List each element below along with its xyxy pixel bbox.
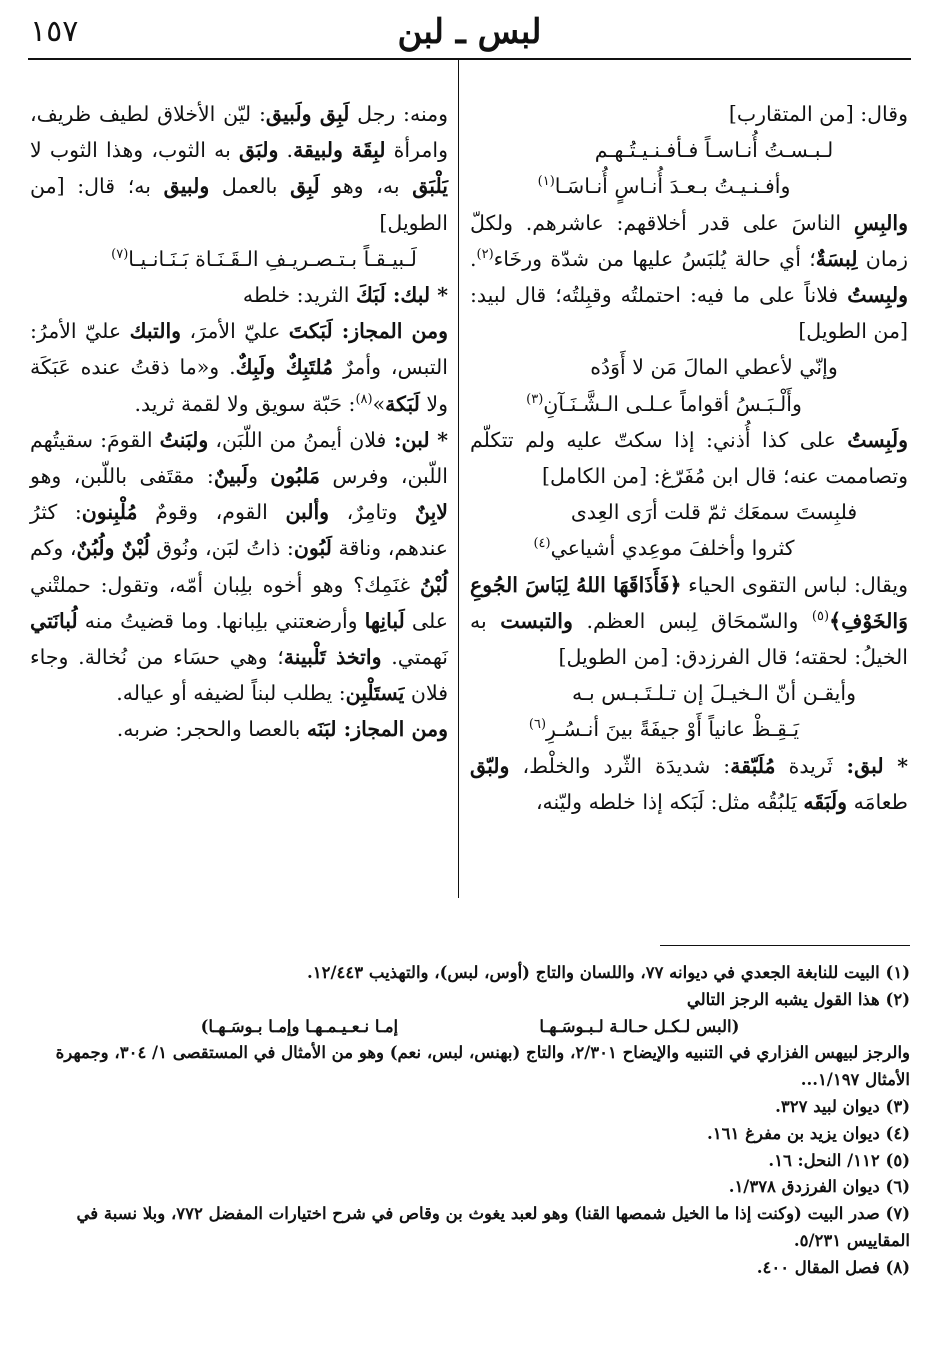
footnote-ref: (٦) [528,717,547,733]
footnote: (١) البيت للنابغة الجعدي في ديوانه ٧٧، واللسان والتاج (أوس، لبس)، والتهذيب ١٢/٤٤٣. [307,963,910,982]
verse-line [470,168,908,204]
text-run: . [278,138,294,163]
bold-term: مَلبُون [270,464,320,489]
text-run: ثَريدة [775,753,833,778]
paragraph [30,96,448,241]
footnote: (٨) فصل المقال ٤٠٠. [756,1257,910,1277]
bold-term: لبِقَة ولبيقة [293,138,386,163]
footnote-ref: (٥) [811,609,830,625]
footnote-ref: (٧) [111,246,129,262]
text-run: : كثرُ عندهم، وناقة [30,500,448,561]
footnote-ref: (٢) [476,246,494,262]
bold-term: مُلتَبِكٌ ولَبِكٌ [235,355,334,380]
text-run: لـبـسـتُ أُنـاسـاً فـأفـنـيـتُـهـم [594,138,834,163]
right-column [470,96,908,820]
text-run: طعامَه [847,789,908,814]
bold-term: واتخذ تَلْبينة [283,645,382,670]
text-run: عليّ الأمرَ، [181,319,289,344]
text-run: : يطلب لبناً لضيفه أو عياله. [116,681,346,706]
text-run: يَـقِـظْ عانياً أَوْ جيفَةً بينَ أنـسُـرِ [546,717,800,742]
column-divider [458,60,459,898]
paragraph [30,422,448,712]
text-run: : ذاتُ لبَن، ونُوق [149,536,294,561]
text-run: بالعمل [209,174,291,199]
footnote: (٧) صدر البيت (وكنت إذا ما الخيل شمصها القنا) وهو لعبد يغوث بن وقاص في شرح اختيارات المفضل ٧٧٢، وبلا نسبة في المقاييس ٥/٢٣١. [76,1204,910,1250]
text-run: يَلبُقُه مثل: لَبَكه إذا خلطه وليّنه، [535,789,804,814]
text-run: به، وهو [319,174,413,199]
text-run: لَـبيـقـاً بـتـصـريـفِ الـقَـنَـاة بَـنَـانـيـا [128,246,417,271]
text-run: . و«ما ذقتُ عنده عَبَكَة ولا [30,355,448,416]
text-run: على كذا أُذني: إذا سكتّ عليه ولم تتكلّم وتصاممت عنه؛ قال ابن مُفَرّغ: [من الكامل] [470,427,908,489]
footnote-ref: (١) [537,174,555,190]
footnote: (٢) هذا القول يشبه الرجز التالي [686,989,910,1009]
bold-term: والتبك [129,319,182,344]
text-run: به الخيلُ: لحقته؛ قال الفرزدق: [من الطويل] [470,608,908,670]
verse-line [470,675,908,711]
bold-term: * لبق: [832,753,908,778]
bold-term: لَبَكَ [356,283,386,308]
text-run: . [470,246,477,271]
paragraph [30,711,448,747]
paragraph [470,96,908,132]
footnote-verse [30,1014,910,1041]
bold-term: مُلْبِنون [81,500,138,525]
footnote-verse-hemistich: إمـا نـعـيـمـهـا وإمـا بـوسَـهـا) [200,1016,399,1036]
bold-term: لَبَكتَ [288,319,333,344]
text-run: القومَ: سقيتُهم اللّبن، وفرس [30,427,448,489]
text-run: وأيقـن أنّ الـخيـلَ إن تـلـتَـبـس بـه [572,681,856,706]
verse-line [470,349,908,385]
text-run: وأرضعتني بلِبانها. وما قضيتُ منه [77,608,365,633]
footnote: (٣) ديوان لبيد ٣٢٧. [775,1096,910,1116]
bold-term: لِبسَةٌ [815,246,858,271]
text-run: فلان أيمنُ من اللّبَن، [208,427,387,452]
bold-term: لَبِق ولَبيق [265,102,350,126]
footnote: (٤) ديوان يزيد بن مفرغ ١٦١. [707,1123,910,1143]
text-run: نَهمتي. [381,645,448,670]
paragraph [470,205,908,350]
bold-term: لبَنَه [306,717,337,742]
bold-term: ولبَنتُ [159,427,209,452]
text-run: القوم، وقومٌ [137,500,286,525]
footnote: والرجز لبيهس الفزاري في التنبيه والإيضاح ٢/٣٠١، والتاج (بهنس، لبس، نعم) وهو من الأمثال في المستقصى ١/ ٣٠٤، وجمهرة الأمثال ١/١٩٧... [55,1043,910,1090]
footnote-ref: (٤) [533,536,551,552]
footnote: (٦) ديوان الفرزدق ١/٣٧٨. [728,1177,910,1197]
bold-term: لابِنٌ [414,500,448,525]
left-column [30,96,448,748]
bold-term: لُبْنُ [419,572,448,597]
paragraph [470,748,908,820]
bold-term: يَلْبَق [412,174,448,199]
bold-term: ولَبِستُ [847,427,908,452]
bold-term: يَستَلْبِن [345,681,405,706]
verse-line [470,386,908,422]
text-run: ، وكم [30,536,77,561]
running-head: لبس ـ لبن [397,12,542,52]
text-run: : ليّن الأخلاق لطيف ظريف، وامرأة [30,102,448,163]
verse-line [470,132,908,168]
bold-term: لَبينٌ [213,464,249,489]
footnote-verse-hemistich: (البس لـكـل حـالـة لـبـوسَـهـا [539,1016,740,1036]
verse-line [470,530,908,566]
text-run: وإنّي لأعطي المالَ مَن لا أَوَدُه [590,355,838,380]
footnotes [30,960,910,1282]
text-run: و [248,464,271,489]
bold-term: والبِسِ [853,210,908,235]
text-run: ويقال: لباس التقوى الحياء [681,572,908,597]
verse-line [470,494,908,530]
bold-term: لَبَكة [385,391,420,416]
bold-term: ولبّق [470,753,510,778]
text-run: والسّمحَاق لِبس العظم. [572,608,812,633]
bold-term: لُبْنٌ ولُبُنٌ [76,536,150,561]
bold-term: لَبُون [293,536,332,561]
text-run: بالعصا والحجر: ضربه. [116,717,307,742]
text-run: : حَبّة سويق ولا لقمة ثريد. [134,391,356,416]
page-number: ١٥٧ [30,14,79,49]
footnote-ref: (٨) [355,391,373,407]
bold-term: * لبك: [385,283,448,308]
text-run: ومنه: رجل [349,102,449,126]
bold-term: لَبانِها [364,608,405,633]
text-run: كثروا وأخلفَ موعِدي أشياعي [550,536,795,561]
header-rule [28,58,911,60]
text-run: الثريد: خلطه [242,283,356,308]
text-run: به الثوب، وهذا الثوب لا [30,138,239,163]
text-run: غنَمِك؟ وهو أخوه بلِبان أمّه، وتقول: حملتْني على [30,572,448,633]
text-run: وتامِرٌ، [329,500,415,525]
footnote-ref: (٣) [526,391,544,407]
text-run: فلاناً على ما فيه: احتملتُه وقبِلتُه؛ قال لبيد: [من الطويل] [470,283,908,344]
paragraph [470,567,908,676]
bold-term: ومن المجاز: [336,717,448,742]
bold-term: وألبن [285,500,330,525]
text-run: ؛ أي حالة يُلبَسُ عليها من شدّة ورخَاء [493,246,816,271]
bold-term: ولبيق [163,174,210,199]
bold-term: ﴿فَأَذَاقَهَا اللهُ لِبَاسَ الجُوعِ وَالخَوْفِ﴾ [470,572,908,633]
text-run: : شديدَة الثّرد والخلْط، [509,753,731,778]
paragraph [470,422,908,494]
paragraph [30,277,448,313]
text-run: عليّ الأمرُ: التبس، وأمرٌ [30,319,448,380]
bold-term: لَبِق [290,174,320,199]
bold-term: ومن المجاز: [332,319,448,344]
text-run: ؛ وهي حسَاء من نُخالة. وجاء فلان [30,645,448,706]
bold-term: مُلَبّقة [730,753,776,778]
bold-term: ولبِستُ [847,283,908,308]
bold-term: ولَبَقَه [803,789,848,814]
text-run: : مقتَفى باللّبن، وهو [30,464,214,489]
verse-line [30,241,448,277]
bold-term: والتبست [500,608,573,633]
footnote: (٥) ١١٢/ النحل: ١٦. [768,1150,910,1170]
bold-term: * لبن: [386,427,449,452]
paragraph [30,313,448,422]
text-run: وأفـنـيـتُ بـعـدَ أُنـاسٍ أُنـاسَـا [554,174,791,199]
verse-line [470,711,908,747]
footnote-rule [660,945,910,946]
text-run: الناسَ على قدر أخلاقهم: عاشرهم. ولكلّ زمان [470,210,908,271]
text-run: وأَلْـبَـسُ أقواماً عـلـى الـشَّـنَـآنِ [543,391,802,416]
bold-term: لُبانَتي [30,608,78,633]
text-run: فلبِستَ سمعَك ثمّ قلت أرَى العِدى [570,500,858,525]
text-run: به؛ قال: [من الطويل] [30,174,448,235]
bold-term: ولبَق [238,138,279,163]
text-run: » [372,391,386,416]
text-run: وقال: [من المتقارب] [728,102,908,126]
